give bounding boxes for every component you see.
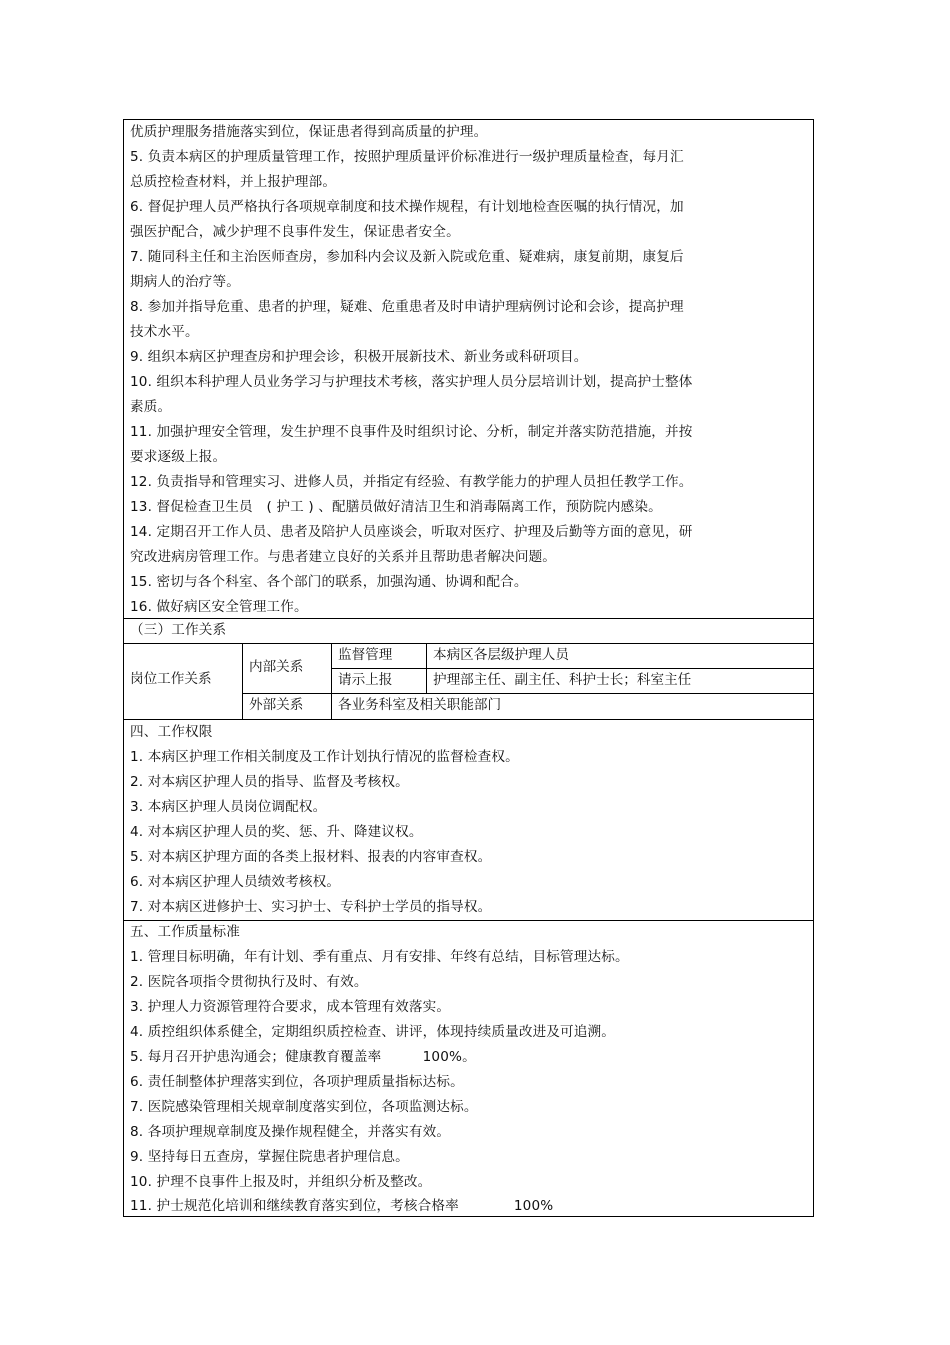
duty-line: 要求逐级上报。	[130, 449, 227, 465]
duty-line: 6. 督促护理人员严格执行各项规章制度和技术操作规程，有计划地检查医嘱的执行情况，加	[130, 199, 684, 215]
authority-item: 5. 对本病区护理方面的各类上报材料、报表的内容审查权。	[130, 849, 492, 865]
duty-line: 7. 随同科主任和主治医师查房，参加科内会议及新入院或危重、疑难病，康复前期，康复后	[130, 249, 684, 265]
authority-item: 1. 本病区护理工作相关制度及工作计划执行情况的监督检查权。	[130, 749, 519, 765]
relations-group-label: 岗位工作关系	[130, 671, 212, 687]
authority-heading: 四、工作权限	[130, 724, 213, 740]
duty-line: 究改进病房管理工作。与患者建立良好的关系并且帮助患者解决问题。	[130, 549, 557, 565]
authority-item: 7. 对本病区进修护士、实习护士、专科护士学员的指导权。	[130, 899, 492, 915]
standard-item: 6. 责任制整体护理落实到位，各项护理质量指标达标。	[130, 1074, 464, 1090]
standard-item: 5. 每月召开护患沟通会；健康教育覆盖率 100%。	[130, 1049, 476, 1065]
duty-line: 期病人的治疗等。	[130, 274, 240, 290]
authority-item: 6. 对本病区护理人员绩效考核权。	[130, 874, 341, 890]
report-label: 请示上报	[338, 672, 393, 688]
standard-item: 7. 医院感染管理相关规章制度落实到位，各项监测达标。	[130, 1099, 478, 1115]
duty-line: 14. 定期召开工作人员、患者及陪护人员座谈会，听取对医疗、护理及后勤等方面的意见，研	[130, 524, 693, 540]
external-relations-label: 外部关系	[249, 697, 304, 713]
duty-line: 10. 组织本科护理人员业务学习与护理技术考核，落实护理人员分层培训计划，提高护士整体	[130, 374, 693, 390]
internal-relations-label: 内部关系	[249, 659, 304, 675]
supervise-label: 监督管理	[338, 647, 393, 663]
job-description-table	[123, 119, 814, 1217]
standard-item: 9. 坚持每日五查房，掌握住院患者护理信息。	[130, 1149, 409, 1165]
standard-item: 8. 各项护理规章制度及操作规程健全，并落实有效。	[130, 1124, 451, 1140]
relations-grid-line	[331, 643, 332, 719]
relations-grid-line	[242, 643, 243, 719]
standard-item: 4. 质控组织体系健全，定期组织质控检查、讲评，体现持续质量改进及可追溯。	[130, 1024, 616, 1040]
duty-line: 16. 做好病区安全管理工作。	[130, 599, 308, 615]
relations-heading: （三）工作关系	[130, 622, 227, 638]
duty-line: 11. 加强护理安全管理，发生护理不良事件及时组织讨论、分析，制定并落实防范措施，并按	[130, 424, 693, 440]
standards-heading: 五、工作质量标准	[130, 924, 240, 940]
authority-item: 3. 本病区护理人员岗位调配权。	[130, 799, 327, 815]
duty-line: 12. 负责指导和管理实习、进修人员，并指定有经验、有教学能力的护理人员担任教学工作。	[130, 474, 693, 490]
duty-line: 9. 组织本病区护理查房和护理会诊，积极开展新技术、新业务或科研项目。	[130, 349, 588, 365]
standard-item: 1. 管理目标明确，年有计划、季有重点、月有安排、年终有总结，目标管理达标。	[130, 949, 629, 965]
duty-line: 强医护配合，减少护理不良事件发生，保证患者安全。	[130, 224, 460, 240]
duty-line: 优质护理服务措施落实到位，保证患者得到高质量的护理。	[130, 124, 488, 140]
report-value: 护理部主任、副主任、科护士长；科室主任	[433, 672, 692, 688]
duty-line: 技术水平。	[130, 324, 199, 340]
duty-line: 13. 督促检查卫生员 ( 护工 ) 、配膳员做好清洁卫生和消毒隔离工作，预防院内感染。	[130, 499, 662, 515]
authority-item: 2. 对本病区护理人员的指导、监督及考核权。	[130, 774, 409, 790]
duty-line: 总质控检查材料，并上报护理部。	[130, 174, 337, 190]
standard-item: 10. 护理不良事件上报及时，并组织分析及整改。	[130, 1174, 432, 1190]
supervise-value: 本病区各层级护理人员	[433, 647, 569, 663]
duty-line: 15. 密切与各个科室、各个部门的联系，加强沟通、协调和配合。	[130, 574, 528, 590]
external-relations-value: 各业务科室及相关职能部门	[338, 697, 502, 713]
duty-line: 素质。	[130, 399, 172, 415]
authority-item: 4. 对本病区护理人员的奖、惩、升、降建议权。	[130, 824, 423, 840]
duty-line: 5. 负责本病区的护理质量管理工作，按照护理质量评价标准进行一级护理质量检查，每月汇	[130, 149, 684, 165]
standard-item: 2. 医院各项指令贯彻执行及时、有效。	[130, 974, 368, 990]
duty-line: 8. 参加并指导危重、患者的护理，疑难、危重患者及时申请护理病例讨论和会诊，提高护理	[130, 299, 684, 315]
standard-item: 3. 护理人力资源管理符合要求，成本管理有效落实。	[130, 999, 451, 1015]
standard-item: 11. 护士规范化培训和继续教育落实到位，考核合格率 100%	[130, 1198, 554, 1214]
relations-grid-line	[242, 693, 813, 694]
